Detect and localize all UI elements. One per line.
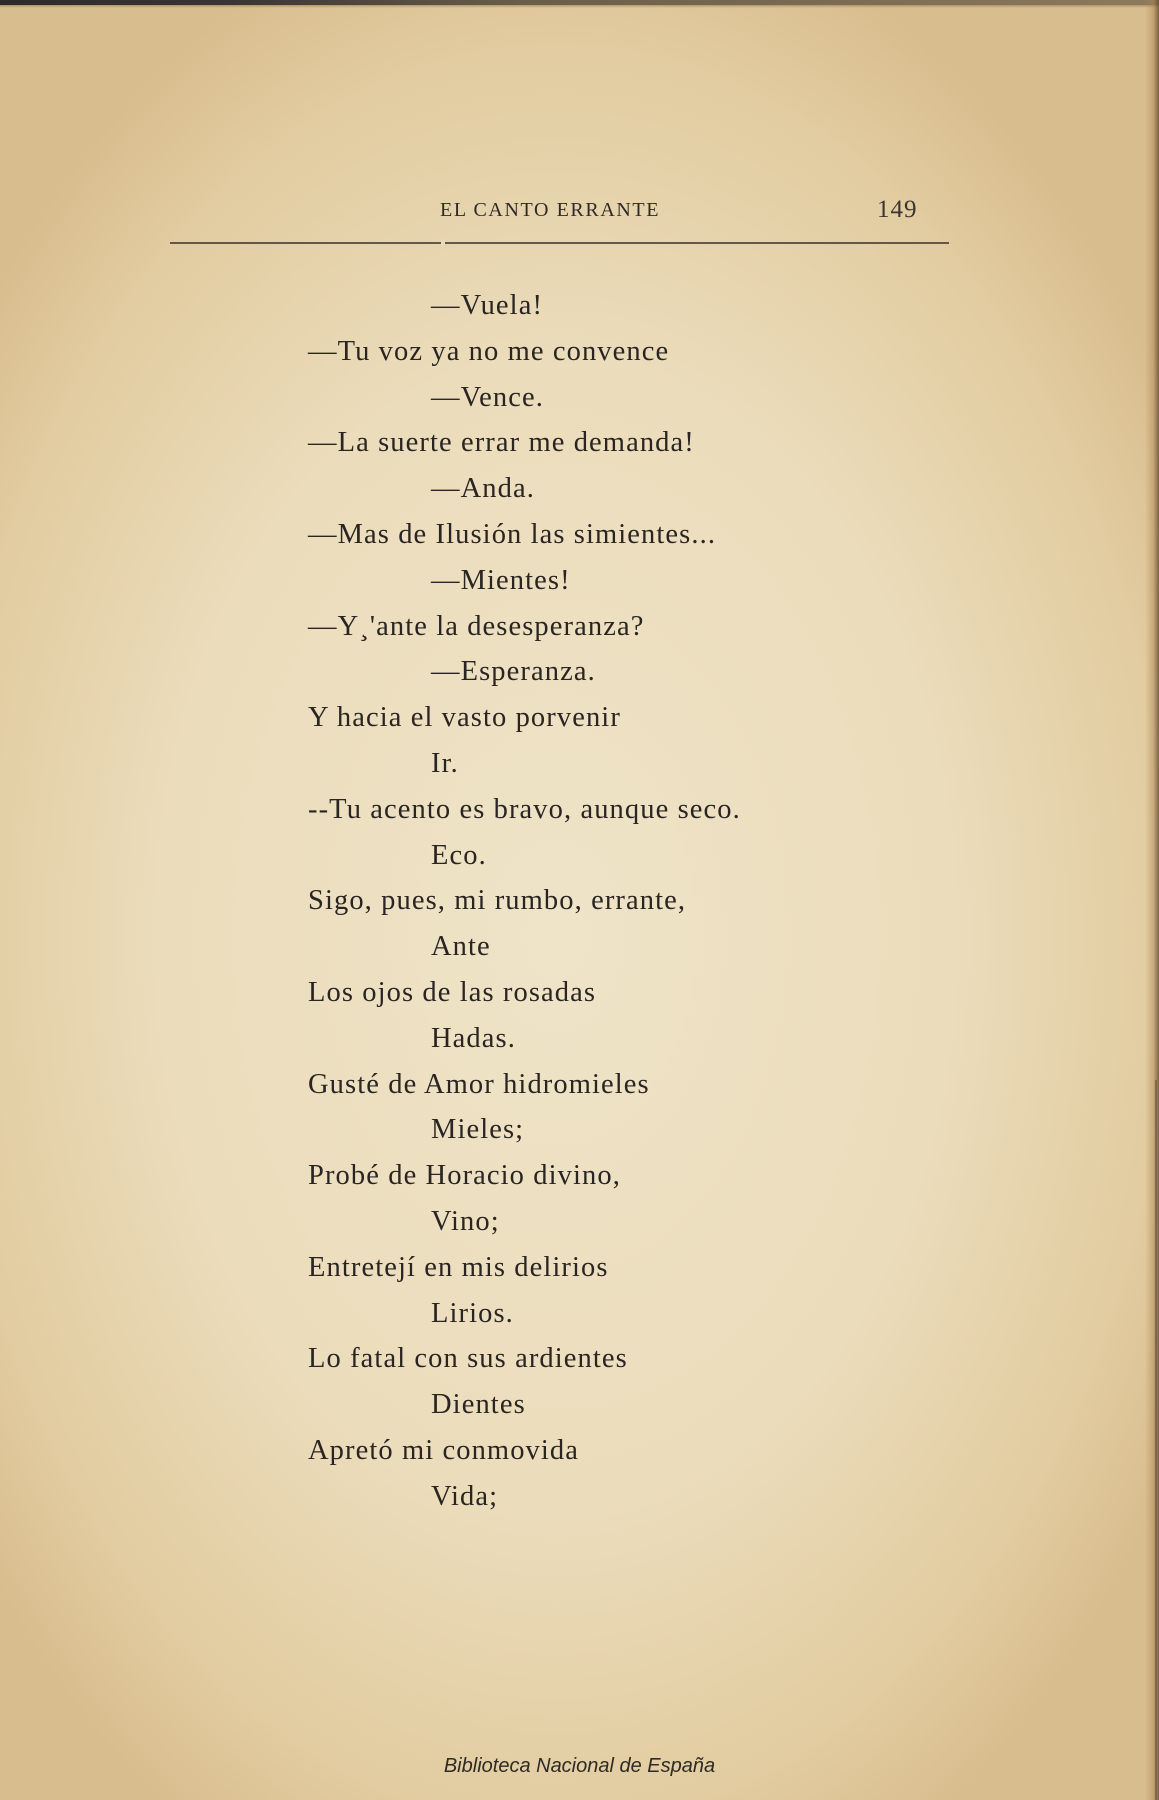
verse-line: Vida; — [431, 1480, 499, 1512]
header-rule-gap — [441, 241, 445, 245]
header-rule — [170, 242, 949, 244]
verse-line: Mieles; — [431, 1114, 525, 1146]
page-right-edge-line — [1155, 1080, 1157, 1800]
verse-line: Y hacia el vasto porvenir — [308, 702, 621, 734]
verse-line: Apretó mi conmovida — [308, 1434, 580, 1466]
library-watermark: Biblioteca Nacional de España — [443, 1755, 716, 1777]
verse-line: Dientes — [431, 1389, 526, 1421]
verse-line: --Tu acento es bravo, aunque seco. — [308, 793, 741, 825]
verse-line: Lirios. — [431, 1297, 514, 1329]
scan-top-shadow — [0, 5, 1159, 8]
verse-line: —La suerte errar me demanda! — [308, 427, 695, 459]
verse-line: Eco. — [431, 839, 487, 871]
verse-line: —Mas de Ilusión las simientes... — [308, 518, 717, 550]
verse-line: Los ojos de las rosadas — [308, 976, 597, 1008]
verse-line: —Esperanza. — [431, 656, 596, 688]
verse-line: Vino; — [431, 1205, 500, 1237]
page-number: 149 — [877, 196, 918, 223]
verse-line: Hadas. — [431, 1022, 516, 1054]
verse-line: Sigo, pues, mi rumbo, errante, — [308, 885, 687, 917]
running-title: EL CANTO ERRANTE — [440, 199, 661, 221]
verse-line: Gusté de Amor hidromieles — [308, 1068, 650, 1100]
verse-line: —Anda. — [431, 473, 535, 505]
verse-line: —Vuela! — [431, 290, 544, 321]
verse-line: —Tu voz ya no me convence — [308, 335, 670, 367]
verse-line: —Vence. — [431, 381, 544, 413]
verse-line: —Y¸'ante la desesperanza? — [308, 610, 645, 642]
verse-line: —Mientes! — [431, 564, 571, 596]
verse-line: Entretejí en mis delirios — [308, 1251, 609, 1283]
verse-line: Ir. — [431, 747, 459, 779]
verse-line: Probé de Horacio divino, — [308, 1160, 621, 1192]
verse-line: Ante — [431, 931, 491, 963]
verse-line: Lo fatal con sus ardientes — [308, 1343, 628, 1375]
poem-body — [308, 283, 868, 1520]
